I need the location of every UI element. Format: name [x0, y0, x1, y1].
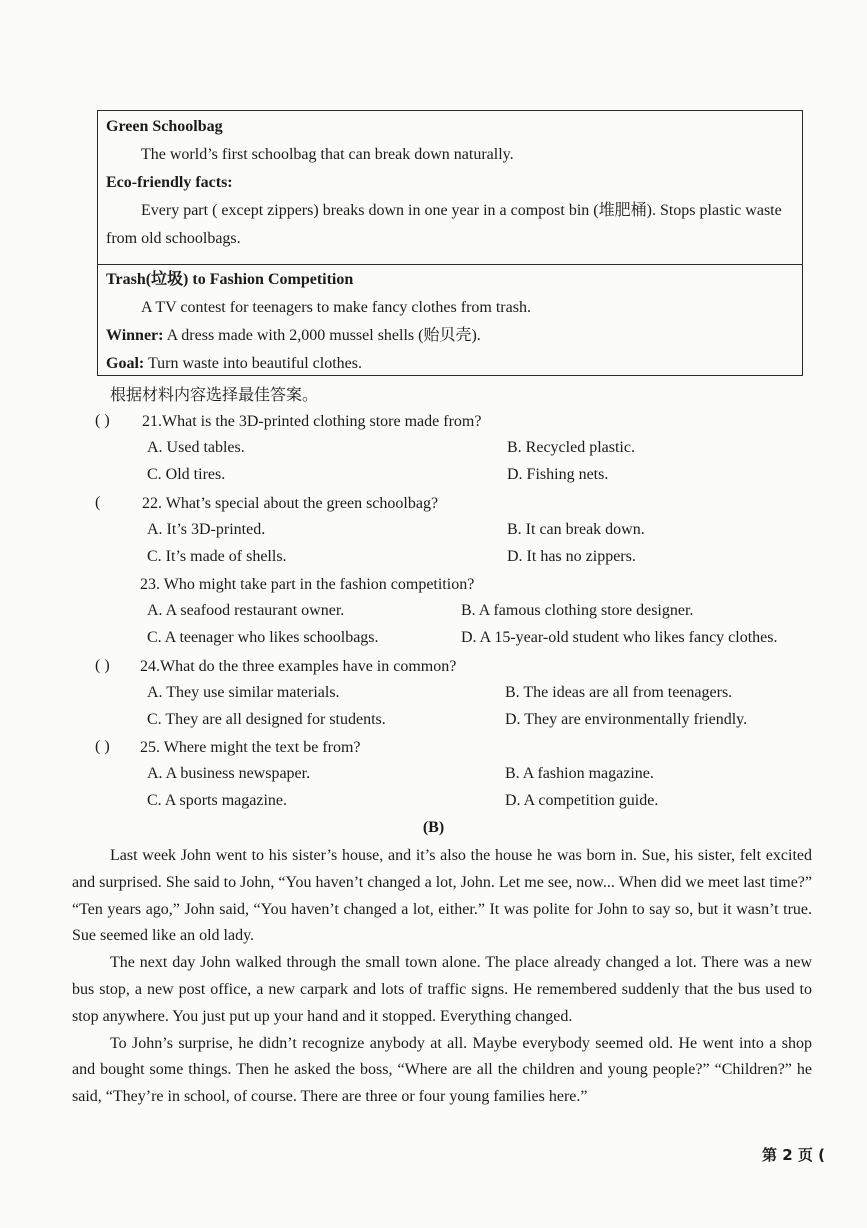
- box2-goal: [106, 350, 794, 378]
- q23-option-d: D. A 15-year-old student who likes fancy clothes.: [461, 629, 778, 646]
- q24-option-b: B. The ideas are all from teenagers.: [505, 684, 733, 701]
- q22-option-b: B. It can break down.: [507, 521, 645, 538]
- box2-heading: Trash(垃圾) to Fashion Competition: [106, 271, 354, 288]
- box1-facts-label: Eco-friendly facts:: [106, 174, 233, 191]
- fashion-competition-box: [97, 264, 803, 376]
- q21-option-b: B. Recycled plastic.: [507, 439, 635, 456]
- q23-option-c: C. A teenager who likes schoolbags.: [147, 629, 379, 646]
- question-24: 24.What do the three examples have in common?: [140, 658, 457, 675]
- q24-option-a: A. They use similar materials.: [147, 684, 340, 701]
- winner-text: A dress made with 2,000 mussel shells (贻贝壳).: [166, 327, 481, 344]
- q21-option-c: C. Old tires.: [147, 466, 226, 483]
- box2-winner: [106, 322, 794, 350]
- question-23: 23. Who might take part in the fashion competition?: [140, 576, 475, 593]
- passage-paragraph-2: The next day John walked through the small town alone. The place already changed a lot. There was a new bus stop, a new post office, a new carpark and lots of traffic signs. He remembered suddenly that the bus used to stop anywhere. You just put up your hand and it stopped. Everything changed.: [72, 954, 812, 1025]
- q24-option-c: C. They are all designed for students.: [147, 711, 386, 728]
- passage-paragraph-3: To John’s surprise, he didn’t recognize anybody at all. Maybe everybody seemed old. He went into a shop and bought some things. Then he asked the boss, “Where are all the children and young people?” “Children?” he said, “They’re in school, of course. There are three or four young families here.”: [72, 1034, 812, 1106]
- question-25: 25. Where might the text be from?: [140, 739, 361, 756]
- q22-option-d: D. It has no zippers.: [507, 548, 636, 565]
- q23-option-a: A. A seafood restaurant owner.: [147, 602, 345, 619]
- q25-option-b: B. A fashion magazine.: [505, 765, 654, 782]
- q21-option-a: A. Used tables.: [147, 439, 245, 456]
- winner-label: Winner:: [106, 327, 164, 344]
- q24-option-d: D. They are environmentally friendly.: [505, 711, 748, 728]
- box1-line1: The world’s first schoolbag that can break down naturally.: [141, 146, 514, 163]
- box1-heading: Green Schoolbag: [106, 118, 223, 135]
- answer-paren-25: ( ): [95, 738, 110, 755]
- passage-paragraph-1: Last week John went to his sister’s house, and it’s also the house he was born in. Sue, his sister, felt excited and surprised. She said to John, “You haven’t changed a lot, John. Let me see, now... When did we meet last time?” “Ten years ago,” John said, “You haven’t changed a lot, either.” It was polite for John to say so, but it wasn’t true. Sue seemed like an old lady.: [72, 847, 812, 945]
- question-22: 22. What’s special about the green schoolbag?: [142, 495, 439, 512]
- box1-facts-text: Every part ( except zippers) breaks down in one year in a compost bin (堆肥桶). Stops plastic waste from old schoolbags.: [106, 202, 782, 247]
- answer-paren-22: (: [95, 494, 101, 511]
- goal-label: Goal:: [106, 355, 145, 372]
- question-21: 21.What is the 3D-printed clothing store made from?: [142, 413, 482, 430]
- reading-passage-b: [72, 843, 812, 1111]
- green-schoolbag-box: [97, 110, 803, 265]
- answer-paren-24: ( ): [95, 657, 110, 674]
- answer-paren-21: ( ): [95, 412, 110, 429]
- q23-option-b: B. A famous clothing store designer.: [461, 602, 694, 619]
- box2-line1: A TV contest for teenagers to make fancy clothes from trash.: [141, 299, 531, 316]
- q22-option-c: C. It’s made of shells.: [147, 548, 287, 565]
- q25-option-c: C. A sports magazine.: [147, 792, 287, 809]
- q25-option-d: D. A competition guide.: [505, 792, 659, 809]
- q22-option-a: A. It’s 3D-printed.: [147, 521, 266, 538]
- goal-text: Turn waste into beautiful clothes.: [147, 355, 362, 372]
- q25-option-a: A. A business newspaper.: [147, 765, 311, 782]
- instruction: 根据材料内容选择最佳答案。: [110, 385, 319, 404]
- page-number: 第 2 页 (: [762, 1146, 825, 1164]
- section-b-title: (B): [422, 819, 445, 836]
- q21-option-d: D. Fishing nets.: [507, 466, 609, 483]
